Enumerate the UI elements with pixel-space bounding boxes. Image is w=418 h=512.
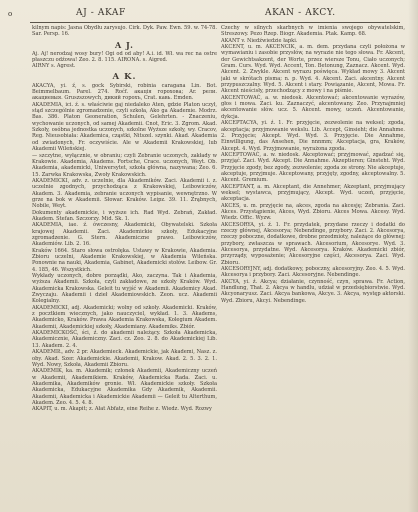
entry-paragraph: AKCYA, yi. ź. Akcya; działanie, czynność, czyn, sprawa. Fr. Action, Handlung, That. 2. Akcya w handlu, udział w przedsiębiorstwie. Wyd. Akcyonaryusz. Zaci. Akcya bankowa, Akcye. 3. Akcya, występ aktorski. Wyd. Zbioru, Akcyi. Nebendinge.: [221, 278, 405, 304]
entry-paragraph: Wykłady uczonych, dobre porządki, Ako, zaczyna. Tak i Akademia, wyższa Akademii. Szkoła, czyli zakładowe, ze szkoły Kraków. Wyd. Akademicka Krakowska. Geleit tu wyjść w Akademii. Akademicy Akad. Zwyczaju. Akademii i dzieł Akademiowskich. Zeon. ucz. Akademii Kolegialny.: [32, 273, 217, 305]
left-running-title: AJ - AKAF: [76, 8, 126, 18]
entry-paragraph: AKADEMIK, ka. m. Akademik; członek Akademii, Akademiczny uczeń w Akademii, Akademikiem. Kraków, Akademicka Rada. Zaci. u. Akademika, Akademików gronie. Wł. Akademickie szkoły. Szkoła Akademicka, Edukacyjne Akademika Gdy Akademik, Akademii. Akademii, Akademicka i Akademickie Akademii — Geleit tu Alterthum, Akadem. Zeo. 4. 5. 4. 8.: [32, 368, 217, 406]
entry-paragraph: AKCEPTACYA, yi. ź. 1. Fr. przyjęcie, zezwolenie na weksel; zgoda, akceptacja; przyjmowanie wekslu. Lib. Accept, Ginsieht; die Annahme. 2. Przyjęcie; Akcept. Wyd. Wyd. 3. Przyjęcie. Die Annahme, Einwilligung, das Ansehen, Die nnnmm; Akceptacja, gra, Kraków, Akcept. 4. Wyd. Przyjmowanie, wyrażona zgoda.: [221, 120, 405, 152]
entry-paragraph: AKADEMIŁ, adv. 2 pr. Akademieck. Akademickie, jak Akademi, Nasz. z. oby. Akad. Szer. Akademickie. Akademii, Krakow. Akad. 2. 5. 3. 2. 1. Wyd. Nowy, Szkoła, Akademii Zbioru.: [32, 349, 217, 368]
entry-paragraph: Czechy w silnych skarbnych w imienia swojego obywatelskim, Streszowy. Pezo Rzep. Biogr. Akademia. Ptak. Kamp. 68.: [221, 25, 405, 38]
page-number: o: [8, 10, 13, 18]
right-running-title: AKAN - AKCY.: [265, 8, 336, 18]
entry-paragraph: AKADEMIA, iae. ź. ówczesny, Akademicki, Obywatelski. Szkoła krajowej Akademii. Zaci. Akademickie szkoły, Edukacyjne zgromadzenie. G. Stern. Akademiczne prawo. Leibowiczów, Akademiów. Lib. 2. 16.: [32, 222, 217, 248]
entry-paragraph: AKCEPTANT, a. m. Akceptant, die Annehmer, Akzeptant, przyjmujący weksel; wystawca, przyjmujący, Akcept. Wyd. uczeń, przyjęcie, akceptacja.: [221, 183, 405, 203]
entry-paragraph: AKCES, u. m. przyjęcie na, akces, zgoda na akcesję; Zebrania. Zaci. Akces. Przystąpienie, Akces, Wyd. Zbioru. Akces Mowa. Akcesy. Wyd. Wiedz. Offic. Wyzw.: [221, 202, 405, 222]
running-header: [0, 8, 418, 22]
section-heading-ak: A K.: [112, 71, 137, 82]
entry-paragraph: AIRNY s. Agrest.: [32, 63, 76, 70]
entry-paragraph: AKADEMICKI, adj. Akademicki; wolny od szkoły. Akademicki. Kraków, z pocztkiem wiecznych, jako nauczyciel, wykład. 1. 3. Akadems, Akademicko, Kraków. Prawa Akademia Krakowska, Kolegium Akadem. Akademii, Akademickiej szkoły, Akademiany. Akademiks. Zbiór.: [32, 304, 217, 330]
entry-paragraph: AKAPIT, u. m. Akapit; z. Ałat Abfatz, eine Reihe z. Wiedz. Wyd. Rozwy: [32, 406, 212, 413]
entry-paragraph: AKCENT, u. m. AKCENCIK, a. m. dem. przydana czyli położona w wymawianiu i zasobie przysłów, na wyrazie nie tego słowa. Fr. Akcent, der Gewichtsakzent, der Worte, przez wiersze Tonu, Ciało uczonych; Gram. Curs. Wyd. Wyd. Accent, Ton. Betonung, Zaznacz. Akcent. Wyd. Akcent. 2. Zwykle. Akcent wyrazu poświęca. Wykład mowy 3. Akcent jaki w skrótach pisma; n. p. Wyd. 4. Akcent. Zaci. akcentny. Akcent przypuszczalny. Wyd. 5. Akcent i stary. Powiązanie, Akcent, Mowa. Fr. Akcent nieścisły, przechodzący z mowy i na piśmie.: [221, 44, 405, 95]
right-column: [221, 25, 405, 511]
page-edge-shadow: [408, 0, 418, 512]
entry-paragraph: AKCESORYJNY, adj. dodatkowy, poboczny, akcesoryjny. Zeo. 4. 5. Wyd. Akcesorya i przybory. Zaci. Akcesoryjne. Nebendinge.: [221, 266, 405, 279]
entry-paragraph: AKCENTOWAĆ, a. w. niedosk. Akcentować; akcentowanie wyrazów, głos i mowa. Zaci. ku. Zaznaczyć, akcentowany. Zeo. Przynajmniej akcentowanie słów. ucz. 5. Akcent. mowy, uczeń. Akcentowanie, dykcja.: [221, 94, 405, 120]
entry-paragraph: kilnym napis: Jasna Obydłu zarysujo. Cirk. Dyk. Paw. Ewn. 59. w. 74-78. Sar. Persp. 16.: [32, 25, 217, 38]
entry-paragraph: AKADEMIA, ici. ź. s. właściwie gaj niedaleko Aten, gdzie Platon uczył, stąd szczególnie zgromadzenie, czyli szkoła, Ako ga Akademie. Modrz. Bas. 386. Platon Geoneration, Schulen, Gelehrten. - Znaczeniu, wychowanie uczonych, od samej Akademii. Cnot, Eric. 3. Zgrom. Akad. Szkoły, osóbna jednostka uczonych, szkolne Wyższe szkoły, wy. Cracov, Reg. Nieusobiała: Akademica, cząstki, Nitszel. szynki. Akad. Akademia od zwiadonych, Fr. oczywiście. Ale w Akademii Krakowskiej, lub Akademii Wileńskiej.: [32, 101, 217, 153]
entry-paragraph: Dokumenty akademickie, i wyższe ich. Rad Wyd. Zebrań, Zakład. Akadem. Stefan. Szczorzy. Mid. Sk. 1.: [32, 209, 217, 222]
entry-paragraph: AKCESORYA, yi. ź. 1. Fr. przydatek, przydane rzeczy i dodatki do rzeczy głównej, Akcesorya; Nebendinge, przybory. Zaci. 2. Akcesorya, rzeczy poboczne, dodatkowe, drobne przedmioty, należące do głównej; przybory, zwłaszcza w sprawach. Akcesorium, Akcesorye. Wyd. 3. Akcesorya, przydatne. Wyd. Akcesorya. Kraków. Akademicki zbiór, przyrządy, wyposażenie; Akcesoryjne części, Akcesorya. Zaci. Wyd. Zbioru.: [221, 221, 405, 266]
entry-paragraph: AKACYA, yi. ź, s. gock Sybirski, robinia caragana Lin. Bot. Beimmelbaum. Parel. 274. Roćf. акація горохова; Ar. рели. акациевыя. Gruszszowych, дикий горохъ, Crat. кавь. Emden.: [32, 82, 217, 102]
entry-paragraph: — szczytne, wyłącznie, w obraniu; czyli Zebranie uczonych, zakłady w Krakowie. Akademia, Akadems. Fortsche, Crace. uczonych, Weyt. Ob. Akademia, akademicki, Uniwersytet, szkoła główna, nazywana; Zeo. 6. 15. Zarwka Krakowska, Zwoły Krakowskich.: [32, 152, 217, 178]
entry-paragraph: AKANT v. Niedźwiedzie łapki.: [221, 37, 298, 44]
entry-paragraph: Aj. Aj! nerodzaj wosy bury! Ogi od od aby! A.i. id. Wł. wa rec na ostre płaszczu odźowa! Zeo. 2. 8. 115. AIRONA. s. Aigred.: [32, 50, 217, 64]
left-column: [32, 25, 217, 511]
entry-paragraph: AKADEMICKI, adv. z. uczelnie, dla Akademików. Zaci. Akademii i. z. uczelnie zgodnych, przychodząca z Krakowskiej, Leibowiczów, Akadem. 3. Akademia, zebranie uczonych wypisanie, wewnętrzno. W grze na bok w Akademii. Słowar. Kraków. Leipz. 39. 11. Zrąbnych, Nobile, Weyt.: [32, 177, 217, 210]
entry-paragraph: AKADEMICKOŚĆ, ści, ź. do akademii należący. Szkoła Akademicka, Akademicznie, Akademiczny. Zaci. cz. Zeo. 2. 8. do Akademickiej Lib. 13. Akadem. 2. 4.: [32, 330, 217, 349]
header-rule: [30, 22, 400, 23]
section-heading-aj: A J.: [115, 39, 134, 50]
entry-paragraph: AKCEPTOWAĆ, a. w. niedosk. Akceptować; przyjmować, zgadzać się, przyjąć. Zaci. Wyd. Akcept. Die Annahme. Akzeptieren; Ginsteht. Wyd. Przyjęcie zgody, bez zgody, zezwolenie; zgoda ze strony. Nie akceptuje, akceptuje, przyjmuje. Akceptowany, przyjęty, zgodny, akceptowalny. 5. Akcent. Gremium.: [221, 151, 405, 184]
entry-paragraph: Kraków 1664. Staro słowa ostrołęka. Ustawy w Krakowie, Akademia. Zbioru uczelni, Akademie Krakowskiej, w Akademia Wileńska. Ponownie na nauki, Akademia, Gabinet, Akademicki stołów. Leibow. Gr. 4. 185, 46. Wszystkich.: [32, 247, 217, 273]
